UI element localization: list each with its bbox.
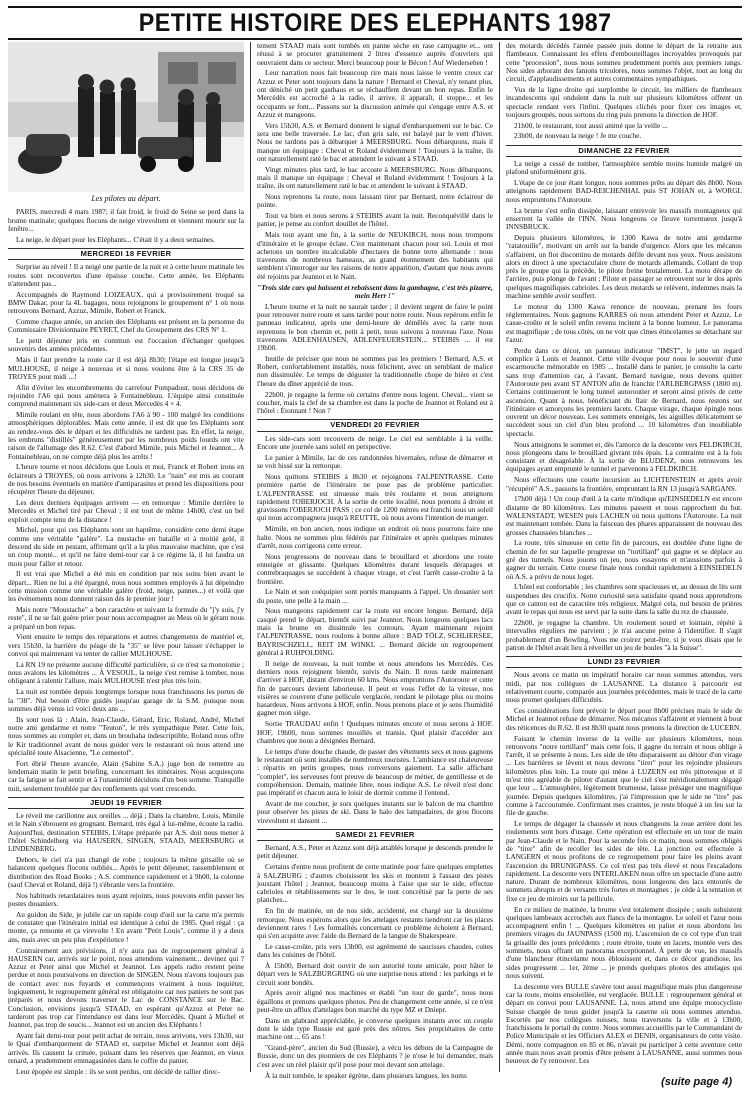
paragraph: La nuit est tombée depuis longtemps lorsque nous franchissons les portes de la "38". Nul besoin d'être guidés jusqu'au garage de la S.M. puisque nous sommes déjà venus ici voici deux ans ...: [8, 687, 244, 713]
paragraph: 23h00, de nouveau la neige ! Je me couche.: [514, 131, 642, 141]
paragraph: Il est vrai que Michel a été mis en condition par nos soins bien avant le départ... Rien ne lui a été épargné, nous nous sommes employés à lui dépeindre cette mission comme une véritable galère (froid, neige, pannes...) et voilà que les événements nous donnent raison dès le premier jour !: [8, 569, 244, 604]
paragraph: Sortie TRAUDAU enfin ! Quelques minutes encore et nous serons à HOF. HOF, 19h00, nous sommes mouillés et transis. Quel plaisir d'accéder aux chambres que nous a désignées Bernard.: [257, 719, 493, 745]
paragraph: Nous atteignons le sommet et, dès l'amorce de la descente vers FELDKIRCH, nous plongeons dans le brouillard givrant très épais. La contrainte est à la fois consistant et désagréable. À la sortie de BLUDENZ, nous retrouvons les équipages ayant emprunté le tunnel et parvenons à FELDKIRCH.: [506, 439, 742, 474]
column-divider: [499, 42, 500, 1072]
paragraph: Vus de la ligne droite qui surplombe le circuit, les milliers de flambeaux incandescents qui ondulent dans la nuit sur plusieurs kilomètres offrent un spectacle rendant vers l'infini. Quelques clichés pour fixer ces images et, toujours groupés, nous sortons du ring puis prenons la direction de HOF.: [506, 84, 742, 119]
paragraph: des motards décédés l'année passée puis donne le départ de la retraite aux flambeaux. Connaissant les effets d'embouteillages incroyables provoqués par cette "procession", nous nous sommes prudemment portés aux premiers rangs. Nos sides arborant des fanions tricolores, nous sommes l'objet, tout au long du circuit, d'applaudissements et autres commentaires sympathiques.: [506, 41, 742, 84]
paragraph: Perdu dans ce décor, un panneau indicateur "IMST", le jette un regard complice à Louis et Jeannot. Cette ville évoque pour nous le souvenir d'une escarmouche mémorable en 1985 ... Installé dans le panier, je consulte la carte sans trop d'attention car, à l'avant, Bernard navigue, nous devons quitter l'Autoroute peu avant ST ANTON afin de franchir l'ARLBERGPASS (1800 m). Certains continueront le long tunnel autoroutier et seront ainsi privés de cette ascension. Quant à nous, bénéficiant du flair de Bernard, nous restons sur l'itinéraire et amorçons les premiers lacets. Chaque virage, chaque épingle nous ouvrent un décor nouveau. Les sommets enneigés, les aiguilles délicatement se succèdent sous un ciel d'un bleu profond ... 10 kilomètres d'un inoubliable spectacle.: [506, 345, 742, 438]
article-columns: [8, 41, 743, 1080]
paragraph: Le temps d'une douche chaude, de passer des vêtements secs et nous gagnons le restaurant où sont installés de nombreux touristes. L'ambiance est chaleureuse : répartis en petits groupes, nous conversons gaiement. La salle affichant "complet", les serveuses font preuve de beaucoup de métier, de gentillesse et de compréhension. Demain, matinée libre, nous indique A.S. Le réveil n'est donc pas impératif et chacun aura le loisir de dormir comme il l'entend.: [257, 746, 493, 798]
photo-caption: Les pilotes au départ.: [91, 194, 161, 203]
paragraph: L'hôtel est confortable ; les chambres sont spacieuses et, au dessus de lits sont suspendues des crucifix. Notre curiosité sera satisfaite quand nous apprendrons que ce canton est de caractère très religieux. Malgré cela, nul besoin de prières avant le repas qui nous est servi par la suite dans la salle du rez de chaussée.: [506, 582, 742, 617]
column-1: [8, 42, 244, 1076]
paragraph: Le petit déjeuner pris en commun est l'occasion d'échanger quelques souvenirs des années précédentes.: [8, 336, 244, 354]
paragraph: En fin de matinée, un de nos side, accidenté, est chargé sur la deuxième remorque. Nous espérons alors que les attelages restants tiendront car les places deviennent rares ! Les formalités concernant ce problème échoient à Bernard, qui s'en acquitte avec l'aide du Bernard de la langue de Shakespeare.: [257, 906, 493, 941]
paragraph: Vient ensuite le temps des réparations et autres changements de matériel et, vers 15h30, la barrière du péage de la "35" se lève pour laisser s'échapper le convoi qui maintenant va tenter de rallier MULHOUSE.: [8, 632, 244, 659]
paragraph: Avant de me coucher, je sors quelques instants sur le balcon de ma chambre pour observer les pistes de ski. Dans le halo des lampadaires, de gros flocons virevoltent et dansent ...: [257, 798, 493, 825]
paragraph: Nos habituels retardataires nous ayant rejoints, nous pouvons enfin passer les postes douaniers.: [8, 890, 244, 909]
paragraph: Mimile, en bon ancien, nous indique un endroit où nous pourrons faire une halte. Nous ne sommes plus fédérés par l'itinéraire et après quelques minutes d'arrêt, nous corrigeons cette erreur.: [257, 524, 493, 550]
paragraph: 22h00, je regagne la ferme où certains d'entre nous logent. Cheval... vient se coucher, mais la clef de sa chambre est dans la poche de Jeannot et Roland est à l'hôtel : Étonnant ! Non ?: [257, 389, 493, 416]
paragraph: Le Nain et son coéquipier sont portés manquants à l'appel. Un douanier sort du poste, une pelle à la main ...: [257, 587, 493, 605]
paragraph: La neige a cessé de tomber, l'atmosphère semble moins humide malgré un plafond uniformément gris.: [506, 159, 742, 177]
paragraph: Leur narration nous fait beaucoup rire mais nous laisse le ventre creux car Azzuz et Peter sont toujours dans la nature ! Bernard et Cheval, n'y tenant plus, ont déniché un petit gasthaus et se réchauffent devant un bon repas. Enfin le Mercédès est accroché à la radio, il arrive, il apparaît, il stoppe... et les occupants se font... Passons sur la discussion animée qui s'engage entre A.S. et Azzuz et mangeons.: [257, 68, 493, 119]
paragraph: Nous effectuons une courte incursion au LICHTENSTEIN et après avoir "récupéré" A.S., passons la frontière, empruntant la RN 13 jusqu'à SARGANS.: [506, 475, 742, 493]
continued-note: (suite page 4): [661, 1076, 732, 1088]
paragraph: Dehors, le ciel n'a pas changé de robe ; toujours la même grisaille où se balancent quelques flocons oubliés... Après le petit déjeuner, rassemblement et distribution des Road Books ; A.S. commence rapidement et à 9h00, la colonne (sauf Cheval et Roland, déjà !) s'ébranle vers la frontière.: [8, 855, 244, 889]
paragraph: Contrairement aux prévisions, il n'y aura pas de regroupement général à HAUSERN car, arrivés sur le point, nous attendons vainement... devinez qui ? Azzuz et Peter ainsi que Michel et Jeannot. Les appels radio restent peine perdue et nous poursuivons en direction de SINGEN. Nous n'avons toujours pas de contact avec nos fuyards et commençons vraiment à nous inquiéter, logiquement, le regroupement général est obligatoire car nos paniers ne sont pas préparés et nous devons traverser le Lac de CONSTANCE sur le Bac. Conclusion, envisions jusqu'à STAAD, en espérant qu'Azzuz et Peter ne tarderont pas trop car l'intendance est dans leur Mercédès. Quant à Michel et Jeannot, pas trop de soucis... Jeannot est un ancien des Eléphants !: [8, 945, 244, 1030]
paragraph: Dans un glabrand appréciable, je converse quelques instants avec un couple dont le side type Russie est garé près des nôtres. Ses propriétaires de cette machine ont ... 65 ans !: [257, 1015, 493, 1042]
paragraph: 17h00 déjà ! Un coup d'œil à la carte m'indique qu'EINSIEDELN est encore distante de 80 kilomètres. Les minutes passent et nous rapprochent du but. WALENSTADT, WESEN puis LACHEN où nous quittons l'Autoroute. La nuit est maintenant tombée. Dans la faisceau des phares apparaissent de nouveau des grosses chaussées blanches ...: [506, 494, 742, 537]
day-heading: MERCREDI 18 FEVRIER: [8, 248, 244, 260]
paragraph: Michel, pour qui ces Eléphants sont un baptême, considère cette demi étape comme une véritable "galère". La mustache en bataille et à moitié gelé, il descend du side en pestant, affirmant qu'il a la plus mauvaise machine, que c'est un coup monté... et qu'il ne faire demi-tour car à ce régime là, il lui faudra un mois pour l'aller et retour.: [8, 525, 244, 568]
paragraph: La neige, le départ pour les Eléphants... C'était il y a deux semaines.: [16, 234, 215, 244]
article-page: [8, 6, 742, 1090]
column-3: [506, 42, 742, 1072]
paragraph: Nous progressons de nouveau dans le brouillard et abordons une route enneigée et glissante. Quelques kilomètres durant lesquels dérapages et contrebraquages se succèdent à chaque virage, et c'est l'arrêt casse-croûte à la frontière.: [257, 551, 493, 586]
paragraph: Bernard, A.S., Peter et Azzuz sont déjà attablés lorsque je descends prendre le petit déjeuner.: [257, 843, 493, 861]
paragraph: Le réveil me carillonne aux oreilles ... déjà ; Dans la chambre, Louis, Mimile et le Nain s'ébrouent en grognant. Bernard, très égal à lui-même, écoute la radio. Aujourd'hui, destination STEIBIS, L'étape préparée par A.S. doit nous mener à l'hôtel Schindelberg via HAUSERN, SINGEN, STAAD, MEERSBURG et LINDENBERG.: [8, 811, 244, 854]
paragraph: Le panier à Mimile, lac de ces randonnées hivernales, refuse de démarrer et se voit hissé sur la remorque.: [257, 452, 493, 471]
paragraph: Faisant le chemin inverse de la veille sur plusieurs kilomètres, nous retrouvons "notre tortillard" mais cette fois, il gagne du terrain et nous oblige à l'arrêt, il se présente à nous. Les side de tête disparaissent au détour d'un virage ... Les barrières se lèvent et nous devrons "tirer" pour les rejoindre plusieurs kilomètres plus loin. La route qui mène à LUZERN est très pittoresque et il m'est très agréable de piloter d'autant que le ciel s'est méridionalement dégagé que leur ... L'atmosphère, légèrement brumeuse, laisse présager une magnifique journée. Depuis quelques kilomètres, j'ai l'impression que le side ne "tire" pas comme à l'accoutumée. Confirmant mes craintes, je reste bloqué à un feu sur la file de gauche.: [506, 733, 742, 818]
article-title: PETITE HISTOIRE DES ELEPHANTS 1987: [138, 8, 612, 37]
paragraph: L'étape de ce jour étant longue, nous sommes prêts au départ dès 8h00. Nous atteignons rapidement BAD-REICHENHAL puis ST JOHAN et, à WORGL nous empruntons l'Autoroute.: [506, 178, 742, 204]
quote: "Trois side cars qui baissent et rebaissent dans la gambagne, c'est très pizarre, mein Herr !": [257, 282, 493, 300]
paragraph: Nous mangeons rapidement car la route est encore longue. Bernard, déjà casqué prend le départ, bientôt suivi par Jeannot. Nous longeons quelques lacs mais la brume en dissimule les contours. Ayant maintenant rejoint l'ALPENTRASSE, nous roulons à bonne allure : BAD TÖLZ, SCHLIERSEE, BAYRISCHZELL, REIT IM WINKL ... Bernard décide un regroupement général à RUHPOLDING.: [257, 606, 493, 657]
paragraph: À 15h00, Bernard doit ouvrir de son autorité toute amicale, pour hâter le départ vers le SALZBURGRING où une surprise nous attend : les parkings et le circuit sont bondés.: [257, 960, 493, 987]
paragraph: PARIS, mercredi 4 mars 1987; il fait froid, le froid de Seine se perd dans la brume matinale; quelques flocons de neige virevoltent et viennent mourir sur la fenêtre...: [8, 207, 244, 233]
paragraph: Mais notre "Moustache" a bon caractère et suivant la formule du "j'y suis, j'y reste", il ne se fait guère prier pour nous accompagner au Mess où le gérant nous a préparé un bon repas.: [8, 605, 244, 631]
day-heading: SAMEDI 21 FEVRIER: [257, 829, 493, 841]
paragraph: Le temps de dégager la chaussée et nous changeons la roue arrière dont les roulements sont hors d'usage. Cette opération est effectuée en un tour de main par Jean-Claude et le Nain. Pour la seconde fois ce matin, nous sommes obligés de "tirer" afin de recoller les sides de tête. La jonction est effectuée à LANGERN et nous profitons de ce regroupement pour faire les pleins avant l'ascension du BRUNIGPASS. Ce col n'est pas très élevé et nous l'escaladons rapidement. La descente vers INTERLAKEN nous offre un spectacle d'une autre nature. Durant de nombreux kilomètres, nous longeons des lacs entourés de sommets abrupts et de versants très fortes et montagnes ; je cède à la tentation et fixe ce jeu de miroirs sur la pellicule.: [506, 819, 743, 903]
paragraph: Afin d'éviter les encombrements du carrefour Pompadour, nous décidons de rejoindre l'A6 qui nous amènera à Fontainebleau. L'équipe ainsi constituée comprend maintenant six side-cars et deux Mercedès 4 × 4.: [8, 382, 244, 409]
paragraph: Les deux derniers équipages arrivent — en remorque : Mimile derrière le Mercedès et Michel tiré par Cheval ; il est tout de même 14h00, c'est un bel exploit compte tenu de la distance !: [8, 498, 244, 524]
paragraph: La route, très sinueuse en cette fin de parcours, est doublée d'une ligne de chemin de fer sur laquelle progresse un "tortillard" qui gagne et se déplace au gré des tunnels. Nous jouons un jeu, nous essayons et m'aussions parfois à gagner du terrain. Cette course finale nous conduit rapidement à EINSIEDELN où A.S. a prévu de nous loger.: [506, 538, 742, 581]
day-heading: JEUDI 19 FEVRIER: [8, 797, 244, 809]
riders-photo: [8, 42, 244, 192]
paragraph: 22h00, je regagne la chambre. Un roulement sourd et lointain, répété à intervalles réguliers me parvient ; je n'ai aucune peine à l'identifier. Il s'agit probablement d'un Bowling. Vous me croirez peut-être, si je vous disais que le patron de l'hôtel avait lieu à réveiller un jeu de boules "à la Suisse".: [506, 618, 742, 652]
paragraph: Fort ébrié l'heure avancée, Alain (Sabine S.A.) juge bon de remettre au lendemain matin le petit briefing, concernant les itinéraires. Nous acquiesçons car la fatigue se fait sentir et à l'unanimité décidons d'un bon somme. Tranquille nuit, seulement troublée par des ronflements qui vont crescendo.: [8, 758, 244, 793]
paragraph: La brume s'est enfin dissipée, laissant entrevoir les massifs montagneux qui enserrent la vallée de l'INN. Nous longeons ce fleuve torrentueux jusqu'à INNSBRUCK.: [506, 205, 742, 232]
paragraph: Mais tout ayant une fin, à la sortie de NEUKIRCH, nous nous trompons d'itinéraire et le groupe éclate. C'est maintenant chacun pour soi. Louis et moi achetons un nombre incalculable d'hectares de bonne terre allemande : nous traversons de nombreux hameaux, au grand étonnement des habitants qui semblent s'interroger sur les raisons de notre apparition, d'autant que nous avons été rejoints par Jeannot et le Nain.: [257, 230, 493, 281]
paragraph: Accompagnés de Raymond LOIZEAUX, qui a provisoirement troqué sa BMW Dakar, pour la 4L bagages, nous rejoignons le groupement n° 1 où nous retrouvons Bernard, Azzuz, Mimile, Robert et Franck.: [8, 289, 244, 316]
paragraph: Nous avons ce matin un impératif horaire car nous sommes attendus, vers midi, par nos collègues de LAUSANNE. La distance à parcourir est relativement courte, comparée aux journées précédentes, mais le tracé de la carte nous promet quelques difficultés.: [506, 670, 743, 705]
day-heading: VENDREDI 20 FEVRIER: [257, 419, 493, 431]
paragraph: Le casse-croûte, pris vers 13h00, est agrémenté de saucisses chaudes, cuites dans les cuisines de l'hôtel.: [257, 941, 493, 960]
paragraph: Mais il faut prendre la route car il est déjà 8h30; l'étape est longue jusqu'à MULHOUSE, il neige à nouveau et si nous voulons être à la CRS 35 de TROYES pour midi ...!: [8, 355, 244, 381]
paragraph: Ces considérations font prévoir le départ pour 8h00 précises mais le side de Michel et Jeannot refuse de démarrer. Nos mécanos s'affairent et viennent à bout des réticences du R.62. Il est 8h30 quant nous prenons la direction de LUCERN.: [506, 706, 742, 732]
paragraph: Nous quittons STEIBIS à 8h30 et rejoignons l'ALPENTRASSE. Cette première partie de l'itinéraire ne pose pas de problème particulier. L'ALPENTRASSE est sinueuse mais très roulante et nous atteignons rapidement l'OBERJOCH. À la sortie de cette localité, nous prenons à droite et gravissons l'OBERJOCH PASS ; ce col de 1200 mètres est franchi sous un soleil qui nous accompagnera jusqu'à REUTTE, où nous avons l'intention de manger.: [257, 471, 493, 523]
paragraph: Nous reprenons la route, nous laissant tirer par Bernard, notre éclaireur de pointe.: [257, 192, 493, 210]
paragraph: Vers 15h30, A.S. et Bernard donnent le signal d'embarquement sur le bac. Ce sera une belle traversée. Le lac, d'un gris sale, est balayé par le vent d'hiver. Nous ne tardons pas à débarquer à MEERSBURG. Nous débarquons, mais il manque un équipage : Cheval et Roland évidemment ! Toujours à la traîne, ils ont naturellement raté le bac et attendent le suivant à STAAD.: [257, 120, 493, 163]
riders-photo-image: [8, 42, 244, 192]
paragraph: Il neige de nouveau, la nuit tombe et nous attendons les Mercédès. Ces derniers nous rejoignent bientôt, suivis du Nain. Il nous tarde maintenant d'arriver à HOF, distant d'environ 60 kms. Nous empruntons l'Autoroute et cette fin de parcours devient laborieuse. Il peut et vous l'effet de la vitesse, nos visières se couvrent d'une pellicule verglacée, rendant le pilotage plus ou moins hasardeux. Nous arrivons à HOF, enfin. Nous prenons place et je sens l'humidité gagner mon siège.: [257, 658, 493, 718]
paragraph: À la nuit tombée, le speaker égrène, dans plusieurs langues, les noms: [265, 1070, 467, 1080]
paragraph: La RN 19 ne présente aucune difficulté particulière, si ce n'est sa monotonie ; nous avalons les kilomètres ... À VESOUL, la neige s'est remise à tomber, nous obligeant à ralentir l'allure, mais MULHOUSE n'est plus très loin.: [8, 659, 244, 686]
column-divider: [250, 42, 251, 1072]
paragraph: tement STAAD mais sont tombés en panne sèche en rase campagne et... ont réussi à se procurer gratuitement 2 litres d'essence auprès d'ouvriers qui oeuvraient dans ce secteur. Merci beaucoup pour le Bécon ! Auf Wiedersehen !: [257, 41, 493, 67]
paragraph: L'heure tourne et nous décidons que Louis et moi, Franck et Robert irons en éclaireurs à TROYES, où nous arrivons à 12h30. Le "nain" est mis au courant de nos besoins éventuels en matière d'antiparasites et prend les dispositions pour récupérer l'heure du déjeuner.: [8, 462, 244, 497]
paragraph: Comme chaque année, un ancien des Eléphants est présent en la personne du Commissaire Divisionnaire PEYRET, Chef du Groupement des CRS N° 1.: [8, 317, 244, 335]
paragraph: Certains d'entre nous profitent de cette matinée pour faire quelques emplettes à SALZBURG ; d'autres choisissent les skis et montent à l'assaut des pistes jouxtant l'hôtel ; Jeannot, beaucoup moins à l'aise que sur le side, effectue cabrioles et rétablissements sur le dos, le tout concrétisé par la perte de ses planches...: [257, 862, 493, 905]
paragraph: L'heure tourne et la nuit ne saurait tarder ; il devient urgent de faire le point pour retrouver notre route et sans tarder pour notre route. Nous repérons enfin le panneau indicateur, après une demi-heure de démêlés avec la carte nous reprenons le bon chemin et, petit à petit, nous suivons à nouveau l'axe. Nous traversons ADLENHAUSEN, ADLENFEUERSTEIN... STEIBIS ... il est 19h00.: [257, 301, 493, 353]
paragraph: Les side-cars sont recouverts de neige. Le ciel est semblable à la veille. Encore une journée sans soleil en perspective.: [257, 433, 493, 452]
paragraph: Au guidon du Side, je jubile car un rapide coup d'œil sur la carte m'a permis de constater que l'itinéraire initial est identique à celui de 1985. Quel régal : ça monte, ça remonte et ça virevolte ! En avant "Petit Louis", comme il y a deux ans, mais avec un peu plus d'expérience !: [8, 909, 244, 944]
column-2: [257, 41, 493, 1080]
paragraph: Ayant fait demi-tour pour petit achat de terrain, nous arrivons, vers 13h30, sur le Quai d'embarquement de STAAD et, surprise Michel et Jeannot sont déjà arrivés. Ils causent la crituée, puisant dans les réserves que Jeannot, en vieux renard, a prudemment emmagasinées dans le coffre du panier.: [8, 1031, 244, 1065]
title-banner: [8, 6, 742, 40]
paragraph: Le moteur du 1300 Kawa renonce de nouveau, prenant les fours réglementaires. Nous gagnons KARRES où nous attendent Peter et Azzuz. Le casse-croûte et le soleil enfin revenu incitent à la bonne humeur. Le panorama est magnifique ; de tous côtés, on ne voit que cîmes étincelantes se détachant sur l'azur.: [506, 301, 742, 344]
paragraph: Vingt minutes plus tard, le bac accoste à MEERSBURG. Nous débarquons, mais il manque un équipage : Cheval et Roland évidemment ! Toujours à la traîne, ils ont naturellement raté le bac et attendent le suivant à STAAD.: [257, 164, 493, 191]
paragraph: Inutile de préciser que nous ne sommes pas les premiers ! Bernard, A.S. et Robert, confortablement installés, nous félicitent, avec un semblant de malice non dissimulée. Le temps de déguster la traditionnelle chope de bière et c'est l'heure du dîner apprécié de tous.: [257, 353, 493, 388]
paragraph: En ce milieu de matinée, la brume s'est totalement dissipée ; seuls subsistent quelques lambeaux accrochés aux flancs de la montagne. Le soleil et l'azur nous accompagnent enfin ! ... Quelques kilomètres en palier et nous abordons les premiers virages du JAUNPASS (1500 m). L'ascension de ce col type d'un trait la grisaille des jours précédents ; route étroite, toute en lacets, montée vers des sommets, nous offrant un panorama exceptionnel. À perte de vue, les massifs d'une blancheur étincelante nous éblouissent et, dans ce décor grandiose, les sides progressent ... 1er, 2ème ... je prends quelques photos des attelages qui nous suivent.: [506, 904, 742, 980]
paragraph: Mimile roulant en tête, nous abordons l'A6 à 90 - 100 malgré les conditions atmosphériques déplorables. Mais cette année, il est dit que les Eléphants sont au rendez-vous dès le départ et les difficultés ne tardent pas. En effet, la neige, les embruns "distillés" généreusement par les nombreux poids lourds ont vite raison de l'allumage des R.62. C'est d'abord Mimile, puis Michel et Jeannot... À Fontainebleau, on ne compte déjà plus les arrêts !: [8, 410, 244, 461]
day-heading: DIMANCHE 22 FEVRIER: [506, 145, 742, 157]
paragraph: Surprise au réveil ! Il a neigé une partie de la nuit et à cette heure matinale les routes sont recouvertes d'une épaisse couche. Cette année, les Eléphants n'attendent pas...: [8, 262, 244, 288]
paragraph: Leur épopée est simple : ils se sont perdus, ont décidé de rallier direc-: [16, 1066, 220, 1076]
paragraph: Tout va bien et nous serons à STEIBIS avant la nuit. Reconquévillé dans le panier, je pense au confort douillet de l'hôtel.: [257, 211, 493, 229]
paragraph: Depuis plusieurs kilomètres, le 1300 Kawa de notre ami gendarme "ratatouille", motivant un arrêt sur la bande d'urgence. Alors que les mécanos s'affairent, un flot discontinu de motards défile devant nos yeux. Nous assistons alors en direct à une spectaculaire chute de motards allemands. Collant de trop près le groupe qui la précède, le pilote freine brutalement. La moto dérape de l'arrière, puis plonge de l'avant ; Pilote et passager se retrouvent sur le dos après quelques magnifiques cabrioles. Les deux motards se relèvent, indemnes mais la machine semble avoir souffert.: [506, 232, 742, 301]
paragraph: La descente vers BULLE s'avère tout aussi magnifique mais plus dangereuse car la route, moins ensoleillée, est verglacée. BULLE : regroupement général et départ en convoi pour LAUSANNE. Là, nous attend une équipe motocycliste Suisse chargée de nous guider jusqu'à la caserne où nous sommes attendus. Escortés par nos collègues suisses, nous traversons la ville et à 13h00, franchissons le portail du centre. Nous sommes accueillis par le Commandant de Police Municipale et les Officiers ALEX et DENIS, organisateurs de cette visite. Démi, notre compagnon en 85 et 86, n'avait pu participer à cette aventure cette année mais nous avait promis d'être présent à LAUSANNE, aussi sommes nous heureux de l'y retrouver. Les: [506, 981, 742, 1066]
paragraph: 21h00, le restaurant, tout aussi animé que la veille ...: [514, 120, 668, 130]
paragraph: Après avoir aligné nos machines et établi "un tour de garde", nous nous égaillons et prenons quelques photos. Peu de changement cette année, si ce n'est peut-être un afflux d'attelages bon marché du type MZ et Dniepr.: [257, 988, 493, 1014]
paragraph: "Grand-père", ancien du Sud (Russie), a vécu les débuts de la Campagne de Russie, donc un des pionniers de ces Eléphants ? je n'ose le lui demander, mais c'est avec un réel plaisir qu'il pose pour moi devant son attelage.: [257, 1043, 493, 1069]
paragraph: Ils sont tous là : Alain, Jean-Claude, Gérard, Eric, Roland, André, Michel notre ami gendarme et notre "Teuton", le très sympathique Peter. Cette fois, nous sommes au complet et, dans un brouhaha indescriptible, Roland nous offre le Kir traditionnel avant de nous guider vers le restaurant où nous attend une spécialité toute Alsacienne, "Le cemeetof".: [8, 714, 244, 757]
day-heading: LUNDI 23 FEVRIER: [506, 656, 742, 668]
